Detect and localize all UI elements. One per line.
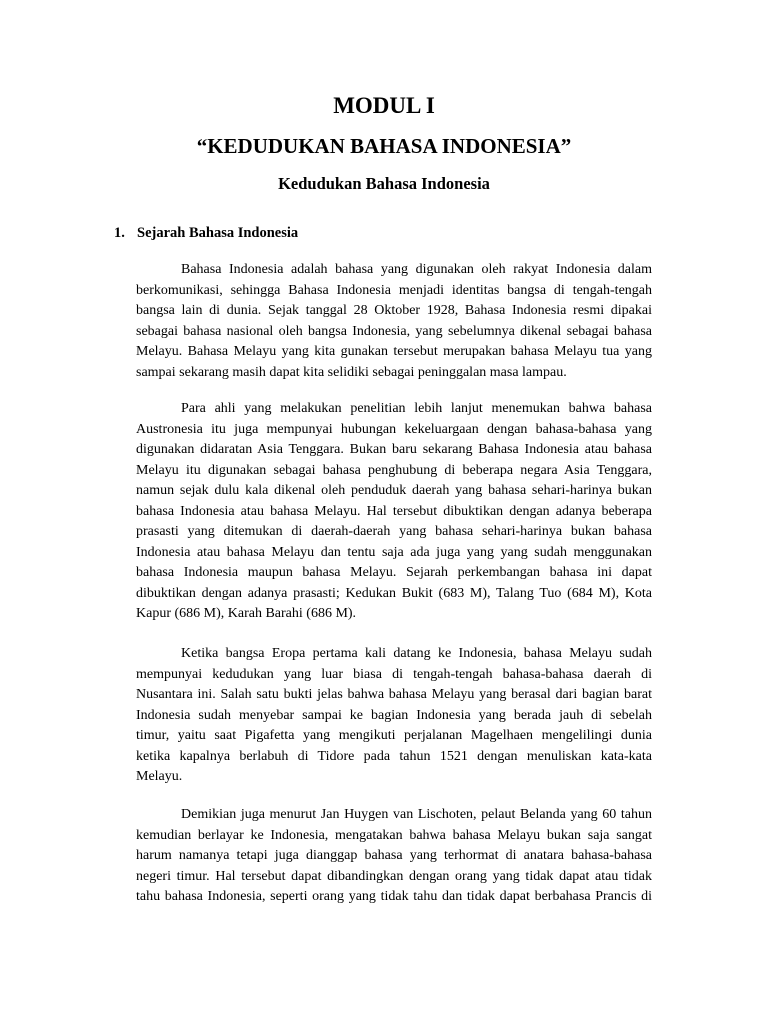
paragraph-line: Indonesia sudah menyebar sampai ke bagian Indonesia yang berada jauh di sebelah <box>136 707 652 723</box>
paragraph-line: Indonesia atau bahasa Melayu dan tentu saja ada juga yang yang sudah menggunakan <box>136 544 652 560</box>
paragraph-line: namun sejak dulu kala dikenal oleh penduduk daerah yang bahasa sehari-harinya bukan <box>136 483 652 498</box>
paragraph-3 <box>136 644 652 788</box>
paragraph-line: dibuktikan dengan adanya prasasti; Kedukan Bukit (683 M), Talang Tuo (684 M), Kota <box>136 585 652 601</box>
module-title: MODUL I <box>333 93 435 118</box>
paragraph-line: berkomunikasi, sehingga Bahasa Indonesia menjadi identitas bangsa di tengah-tengah <box>136 282 652 298</box>
topic-title: Kedudukan Bahasa Indonesia <box>278 174 490 193</box>
paragraph-line: tahu bahasa Indonesia, seperti orang yang tidak tahu dan tidak dapat berbahasa Prancis di <box>136 889 652 904</box>
section-heading <box>114 223 298 243</box>
paragraph-line: digunakan didaratan Asia Tenggara. Bukan baru sekarang Bahasa Indonesia atau bahasa <box>136 442 652 457</box>
paragraph-line: Bahasa Indonesia adalah bahasa yang digunakan oleh rakyat Indonesia dalam <box>181 262 652 277</box>
section-number: 1. <box>114 225 125 241</box>
paragraph-line: Austronesia itu juga mempunyai hubungan kekeluargaan dengan bahasa-bahasa yang <box>136 421 652 437</box>
paragraph-line: Kapur (686 M), Karah Barahi (686 M). <box>136 606 357 621</box>
paragraph-line: Nusantara ini. Salah satu bukti jelas bahwa bahasa Melayu yang berasal dari bagian barat <box>136 687 652 702</box>
paragraph-line: kemudian berlayar ke Indonesia, mengatakan bahwa bahasa Melayu bukan saja sangat <box>136 827 652 843</box>
paragraph-line: Melayu. Bahasa Melayu yang kita gunakan tersebut merupakan bahasa Melayu tua yang <box>136 344 652 359</box>
paragraph-line: bangsa lain di dunia. Sejak tanggal 28 Oktober 1928, Bahasa Indonesia resmi dipakai <box>136 303 652 318</box>
paragraph-line: Melayu. <box>136 769 183 784</box>
paragraph-line: negeri timur. Hal tersebut dapat dibandingkan dengan orang yang tidak dapat atau tidak <box>136 868 652 884</box>
paragraph-line: prasasti yang ditemukan di daerah-daerah yang bahasa sehari-harinya bukan bahasa <box>136 524 652 539</box>
paragraph-line: sebagai bahasa nasional oleh bangsa Indonesia, yang sebelumnya dikenal sebagai bahasa <box>136 323 652 339</box>
paragraph-2 <box>136 399 652 625</box>
paragraph-4 <box>136 805 652 908</box>
paragraph-line: ketika kapalnya berlabuh di Tidore pada tahun 1521 dengan menuliskan kata-kata <box>136 748 652 764</box>
section-heading-text: Sejarah Bahasa Indonesia <box>137 225 299 241</box>
paragraph-line: bahasa Indonesia atau bahasa Melayu. Hal tersebut dibuktikan dengan adanya beberapa <box>136 503 652 519</box>
paragraph-line: Melayu itu digunakan sebagai bahasa penghubung di beberapa negara Asia Tenggara, <box>136 462 652 478</box>
paragraph-line: mempunyai kedudukan yang luar biasa di tengah-tengah bahasa-bahasa daerah di <box>136 666 652 682</box>
paragraph-line: sampai sekarang masih dapat kita selidiki sebagai peninggalan masa lampau. <box>136 364 567 380</box>
paragraph-line: Ketika bangsa Eropa pertama kali datang ke Indonesia, bahasa Melayu sudah <box>181 646 652 661</box>
paragraph-line: Demikian juga menurut Jan Huygen van Lischoten, pelaut Belanda yang 60 tahun <box>181 807 652 822</box>
module-subtitle: “KEDUDUKAN BAHASA INDONESIA” <box>196 134 572 158</box>
paragraph-1 <box>136 260 652 383</box>
paragraph-line: Para ahli yang melakukan penelitian lebih lanjut menemukan bahwa bahasa <box>181 401 652 416</box>
paragraph-line: harum namanya tetapi juga dianggap bahasa yang terhormat di anatara bahasa-bahasa <box>136 848 652 863</box>
paragraph-line: bahasa Indonesia maupun bahasa Melayu. Sejarah perkembangan bahasa ini dapat <box>136 565 652 580</box>
paragraph-line: timur, yaitu saat Pigafetta yang mengikuti perjalanan Magelhaen mengelilingi dunia <box>136 728 652 743</box>
